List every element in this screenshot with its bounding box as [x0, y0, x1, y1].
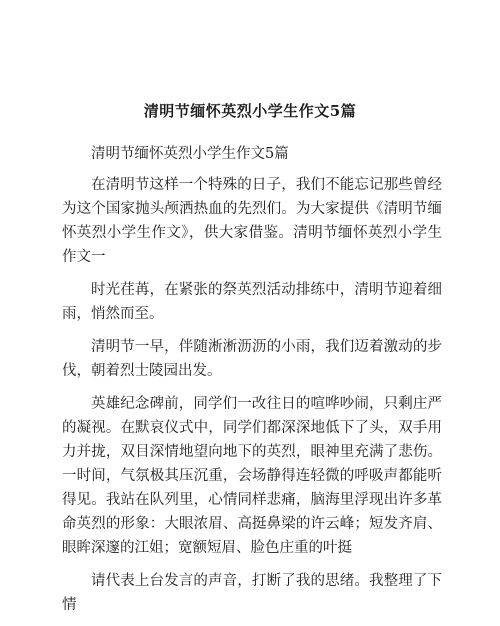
paragraph: 时光荏苒，在紧张的祭英烈活动排练中，清明节迎着细雨，悄然而至。	[62, 282, 442, 322]
paragraph-intro: 在清明节这样一个特殊的日子，我们不能忘记那些曾经为这个国家抛头颅洒热血的先烈们。为大家提供《清明节缅怀英烈小学生作文》，供大家借鉴。清明节缅怀英烈小学生作文一	[62, 177, 442, 265]
paragraph: 清明节一早，伴随淅淅沥沥的小雨，我们迈着激动的步伐，朝着烈士陵园出发。	[62, 339, 442, 379]
document-title: 清明节缅怀英烈小学生作文5篇	[143, 102, 357, 120]
paragraph: 英雄纪念碑前，同学们一改往日的喧哗吵闹，只剩庄严的凝视。在默哀仪式中，同学们都深深地低下了头，双手用力并拢，双目深情地望向地下的英烈，眼神里充满了悲伤。一时间，气氛极其压沉重，会场静得连轻微的呼吸声都能听得见。我站在队列里，心情同样悲痛，脑海里浮现出许多革命英烈的形象：大眼浓眉、高挺鼻梁的许云峰；短发齐肩、眼眸深邃的江姐；宽额短眉、脸色庄重的叶挺	[62, 396, 442, 556]
document-body	[62, 142, 442, 626]
paragraph-subtitle: 清明节缅怀英烈小学生作文5篇	[91, 146, 289, 162]
paragraph: 请代表上台发言的声音，打断了我的思绪。我整理了下情	[62, 573, 442, 613]
